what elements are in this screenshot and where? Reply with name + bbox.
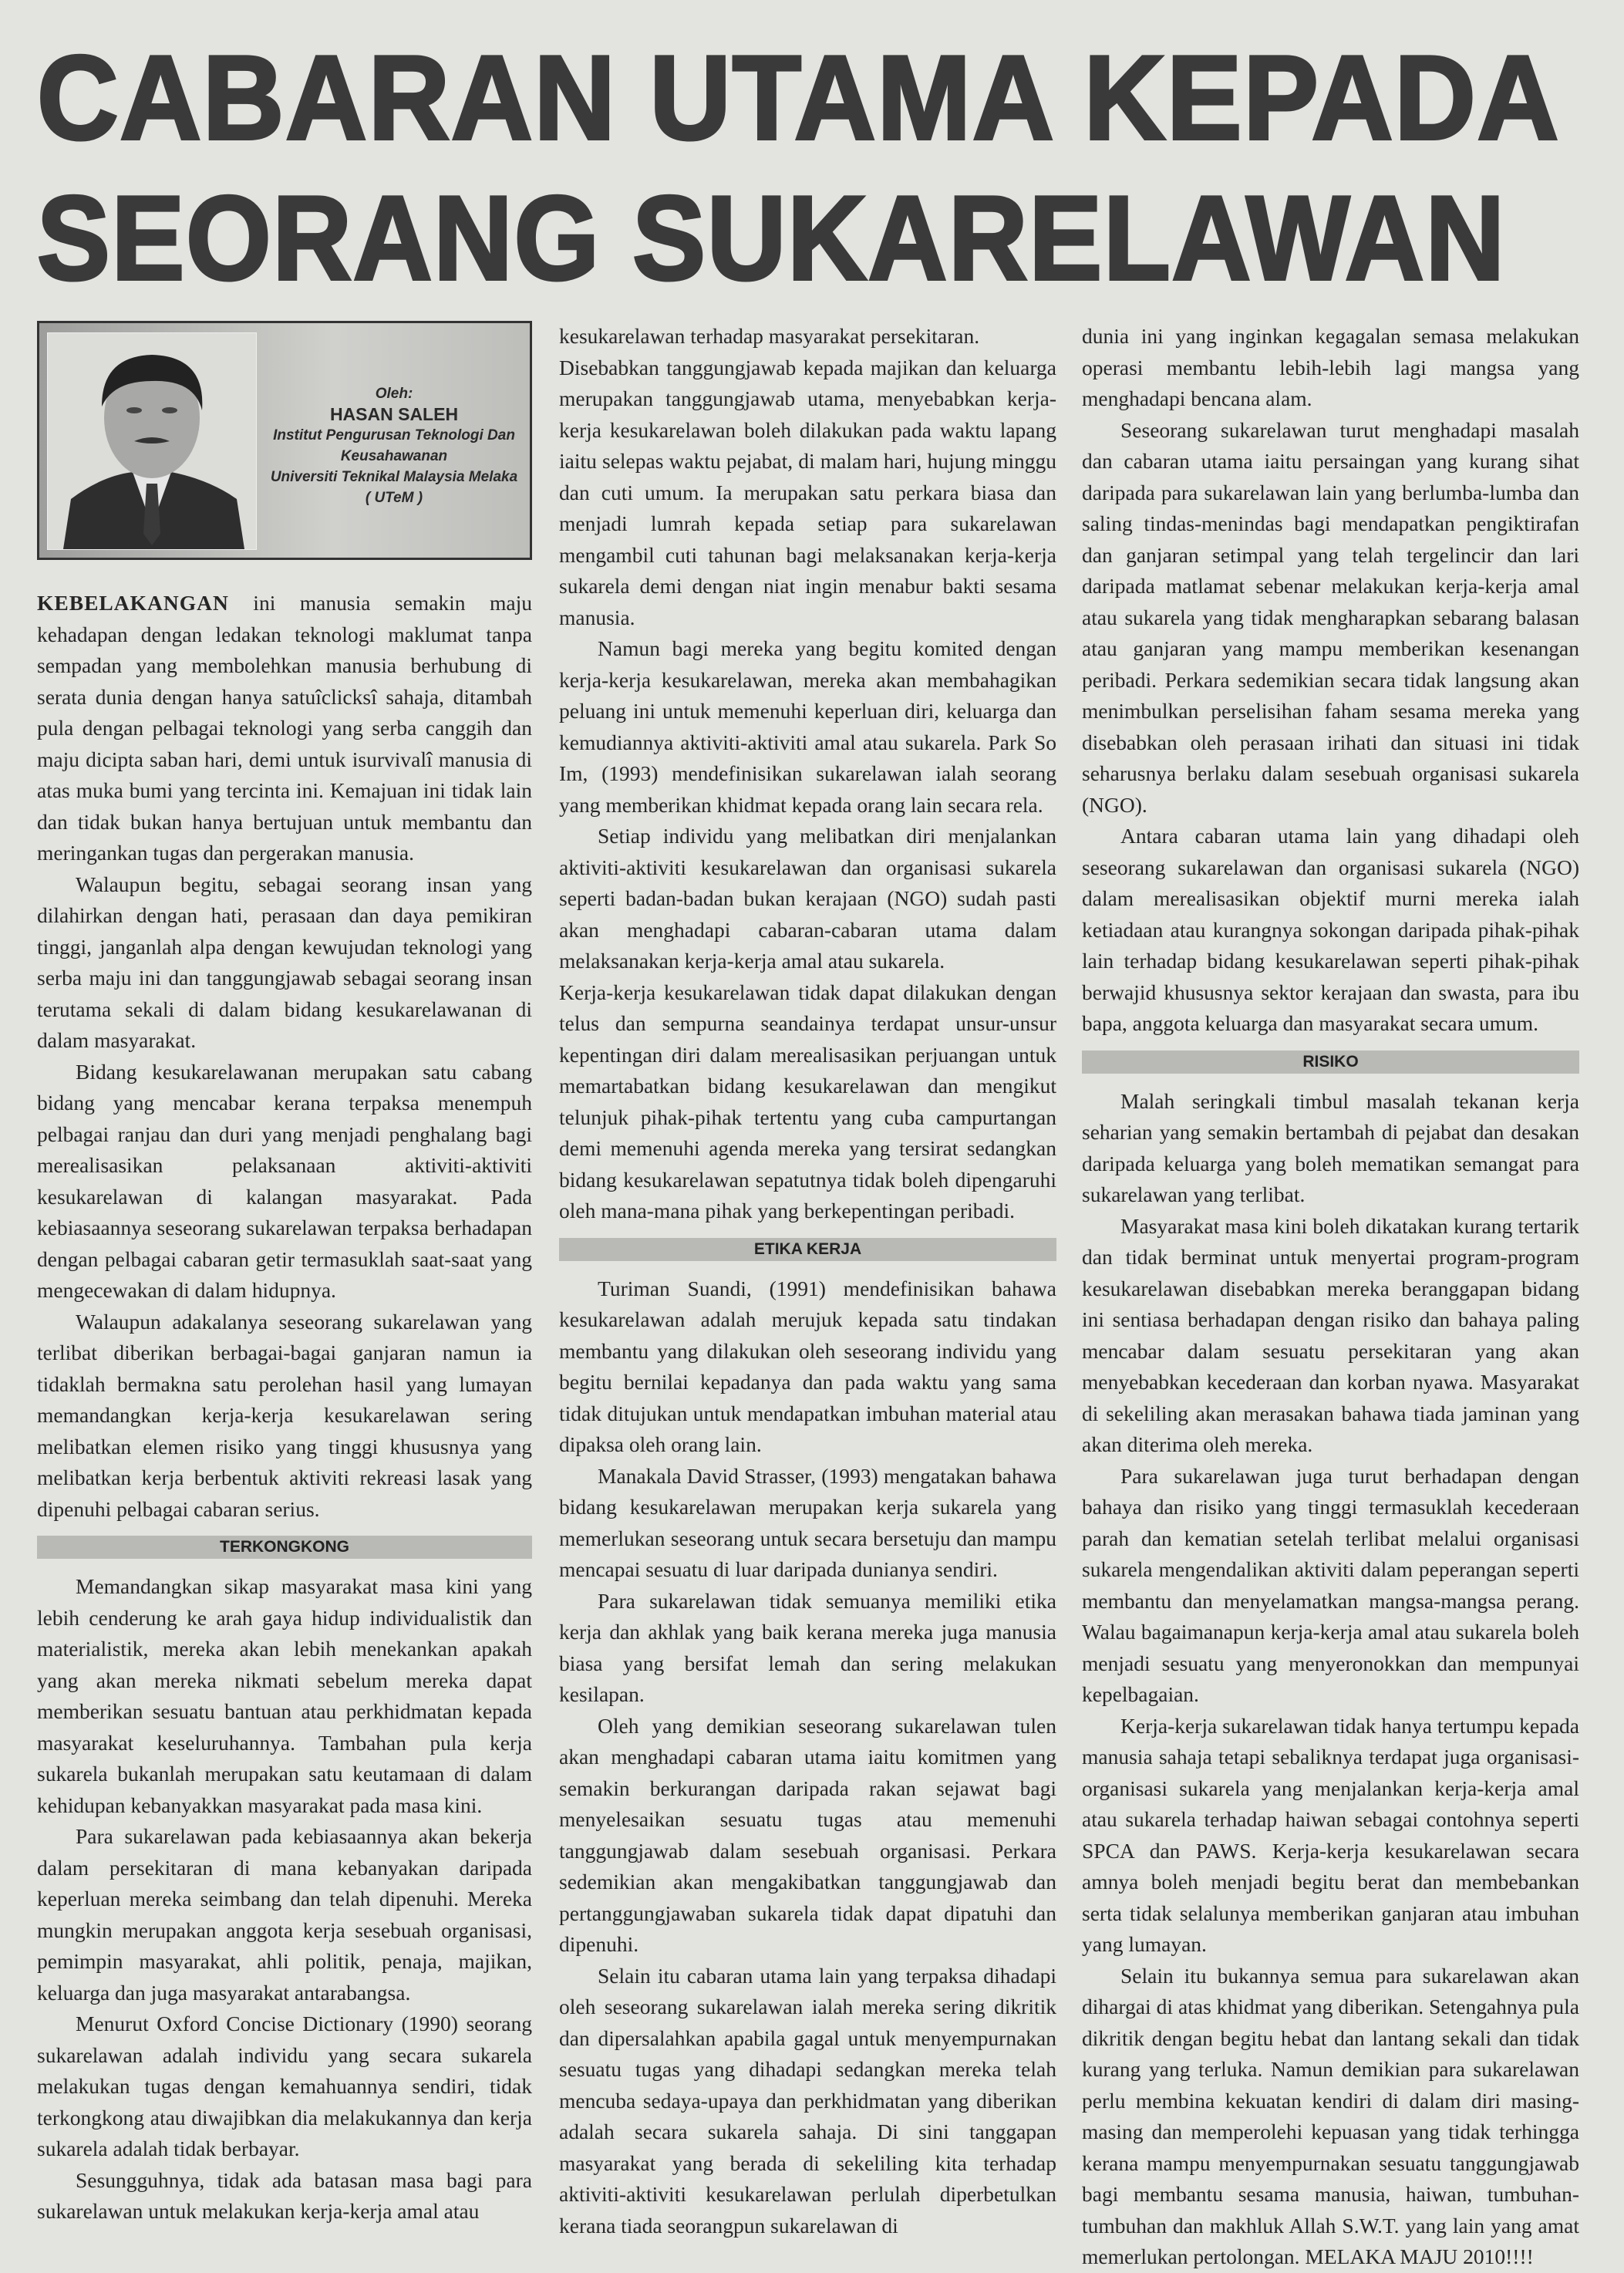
paragraph: Para sukarelawan juga turut berhadapan dengan bahaya dan risiko yang tinggi termasuklah kecederaan parah dan kematian setelah terlibat melalui organisasi sukarela mengendalikan aktiviti dalam peperangan seperti membantu dan menyelamatkan mangsa-mangsa perang. Walau bagaimanapun kerja-kerja amal atau sukarela boleh menjadi sesuatu yang menyeronokkan dan mempunyai kepelbagaian. [1082, 1463, 1579, 1706]
lead-word: KEBELAKANGAN [37, 591, 229, 615]
paragraph: Para sukarelawan tidak semuanya memiliki etika kerja dan akhlak yang baik kerana mereka juga manusia biasa yang bersifat lemah dan sering melakukan kesilapan. [559, 1588, 1056, 1706]
column-3 [1082, 321, 1579, 2273]
paragraph: Walaupun adakalanya seseorang sukarelawan yang terlibat diberikan berbagai-bagai ganjaran namun ia tidaklah bermakna satu perolehan hasil yang lumayan memandangkan kerja-kerja kesukarelawan sering melibatkan elemen risiko yang tinggi khususnya yang melibatkan kerja berbentuk aktiviti rekreasi lasak yang dipenuhi pelbagai cabaran serius. [37, 1309, 532, 1521]
paragraph-text: ini manusia semakin maju kehadapan dengan ledakan teknologi maklumat tanpa sempadan yang membolehkan manusia berhubung di serata dunia dengan hanya satuîclicksî sahaja, ditambah pula dengan pelbagai teknologi yang serba canggih dan maju dicipta saban hari, demi untuk isurvivalî manusia di atas muka bumi yang tercinta ini. Kemajuan ini tidak lain dan tidak bukan hanya bertujuan untuk membantu dan meringankan tugas dan pergerakan manusia. [37, 591, 532, 865]
paragraph: Bidang kesukarelawanan merupakan satu cabang bidang yang mencabar kerana terpaksa menempuh pelbagai ranjau dan duri yang menjadi penghalang bagi merealisasikan pelaksanaan aktiviti-aktiviti kesukarelawan di kalangan masyarakat. Pada kebiasaannya seseorang sukarelawan terpaksa berhadapan dengan pelbagai cabaran getir termasuklah saat-saat yang mengecewakan di dalam hidupnya. [37, 1059, 532, 1302]
author-institute-2: Keusahawanan [340, 448, 448, 464]
paragraph: Sesungguhnya, tidak ada batasan masa bagi para sukarelawan untuk melakukan kerja-kerja amal atau [37, 2167, 532, 2223]
paragraph: Masyarakat masa kini boleh dikatakan kurang tertarik dan tidak berminat untuk menyertai program-program kesukarelawan disebabkan mereka beranggapan bidang ini sentiasa berhadapan dengan risiko dan bahaya paling mencabar dalam sesuatu persekitaran yang akan menyebabkan kecederaan dan korban nyawa. Masyarakat di sekeliling akan merasakan bahawa tiada jaminan yang akan diterima oleh mereka. [1082, 1213, 1579, 1456]
author-name: HASAN SALEH [329, 404, 459, 424]
paragraph: Malah seringkali timbul masalah tekanan kerja seharian yang semakin bertambah di pejabat dan desakan daripada keluarga yang boleh mematikan semangat para sukarelawan yang terlibat. [1082, 1088, 1579, 1206]
author-university: Universiti Teknikal Malaysia Melaka [270, 469, 518, 485]
author-university-abbrev: ( UTeM ) [365, 490, 423, 506]
author-by-label: Oleh: [375, 386, 413, 402]
paragraph: Kerja-kerja sukarelawan tidak hanya tertumpu kepada manusia sahaja tetapi sebaliknya terdapat juga organisasi-organisasi sukarela yang menjalankan kerja-kerja amal atau sukarela terhadap haiwan sebagai contohnya seperti SPCA dan PAWS. Kerja-kerja kesukarelawan secara amnya boleh menjadi begitu berat dan membebankan serta tidak selalunya memberikan ganjaran atau imbuhan yang lumayan. [1082, 1713, 1579, 1956]
paragraph: kesukarelawan terhadap masyarakat persekitaran. [559, 324, 980, 348]
headline-line-1: CABARAN UTAMA KEPADA [37, 31, 1561, 164]
author-institute: Institut Pengurusan Teknologi Dan [273, 427, 515, 443]
paragraph: Menurut Oxford Concise Dictionary (1990) seorang sukarelawan adalah individu yang secara sukarela melakukan tugas dengan kemahuannya sendiri, tidak terkongkong atau diwajibkan dia melakukannya dan kerja sukarela adalah tidak berbayar. [37, 2012, 532, 2160]
paragraph: Memandangkan sikap masyarakat masa kini yang lebih cenderung ke arah gaya hidup individualistik dan materialistik, mereka akan lebih menekankan apakah yang akan mereka nikmati sebelum mereka dapat memberikan sesuatu bantuan atau perkhidmatan kepada masyarakat keseluruhannya. Tambahan pula kerja sukarela bukanlah merupakan satu keutamaan di dalam kehidupan kebanyakkan masyarakat pada masa kini. [37, 1574, 532, 1817]
paragraph: Manakala David Strasser, (1993) mengatakan bahawa bidang kesukarelawan merupakan kerja sukarela yang memerlukan seseorang untuk secara bersetuju dan mampu mencapai sesuatu di luar daripada dunianya sendiri. [559, 1463, 1056, 1581]
paragraph: Walaupun begitu, sebagai seorang insan yang dilahirkan dengan hati, perasaan dan daya pemikiran tinggi, janganlah alpa dengan kewujudan teknologi yang serba maju ini dan tanggungjawab sebagai seorang insan terutama sekali di dalam bidang kesukarelawanan di dalam masyarakat. [37, 872, 532, 1052]
headline [37, 28, 1560, 309]
paragraph: Disebabkan tanggungjawab kepada majikan dan keluarga merupakan tanggungjawab utama, menyebabkan kerja-kerja kesukarelawan boleh dilakukan pada waktu lapang iaitu selepas waktu pejabat, di malam hari, hujung minggu dan cuti umum. Ia merupakan satu perkara biasa dan menjadi lumrah kepada setiap para sukarelawan mengambil cuti tahunan bagi melaksanakan kerja-kerja sukarela demi dengan niat ingin menabur bakti sesama manusia. [559, 355, 1056, 629]
paragraph: Setiap individu yang melibatkan diri menjalankan aktiviti-aktiviti kesukarelawan dan organisasi sukarela seperti badan-badan bukan kerajaan (NGO) sudah pasti akan menghadapi cabaran-cabaran utama dalam melaksanakan kerja-kerja amal atau sukarela. [559, 824, 1056, 973]
author-box [37, 321, 532, 560]
headline-line-2: SEORANG SUKARELAWAN [37, 171, 1506, 305]
author-photo [47, 332, 257, 550]
section-heading-risiko: RISIKO [1082, 1051, 1579, 1074]
paragraph: Seseorang sukarelawan turut menghadapi masalah dan cabaran utama iaitu persaingan yang kurang sihat daripada para sukarelawan lain yang berlumba-lumba dan saling tindas-menindas bagi mendapatkan pengiktirafan dan ganjaran setimpal yang telah tergelincir dan lari daripada matlamat sebenar melakukan kerja-kerja amal atau sukarela yang tidak mengharapkan sebarang balasan atau ganjaran yang mampu memberikan kesenangan peribadi. Perkara sedemikian secara tidak langsung akan menimbulkan perselisihan faham sesama mereka yang disebabkan oleh perasaan irihati dan situasi ini tidak seharusnya berlaku dalam sesebuah organisasi sukarela (NGO). [1082, 417, 1579, 817]
author-caption [263, 383, 525, 508]
paragraph: Oleh yang demikian seseorang sukarelawan tulen akan menghadapi cabaran utama iaitu komitmen yang semakin berkurangan daripada rakan sejawat bagi menyelesaikan sesuatu tugas atau memenuhi tanggungjawab dalam sesebuah organisasi. Perkara sedemikian akan mengakibatkan tanggungjawab dan pertanggungjawaban sukarela tidak dapat dipatuhi dan dipenuhi. [559, 1713, 1056, 1956]
section-heading-terkongkong: TERKONGKONG [37, 1536, 532, 1559]
paragraph: Antara cabaran utama lain yang dihadapi oleh seseorang sukarelawan dan organisasi sukarela (NGO) dalam merealisasikan objektif murni mereka ialah ketiadaan atau kurangnya sokongan daripada pihak-pihak lain terhadap bidang kesukarelawan seperti pihak-pihak berwajid khususnya sektor kerajaan dan swasta, para ibu bapa, anggota keluarga dan masyarakat secara umum. [1082, 824, 1579, 1035]
paragraph: Para sukarelawan pada kebiasaannya akan bekerja dalam persekitaran di mana kebanyakan daripada keperluan mereka seimbang dan telah dipenuhi. Mereka mungkin merupakan anggota kerja sesebuah organisasi, pemimpin masyarakat, ahli politik, penaja, majikan, keluarga dan juga masyarakat antarabangsa. [37, 1824, 532, 2005]
section-heading-etika-kerja: ETIKA KERJA [559, 1238, 1056, 1261]
paragraph: Namun bagi mereka yang begitu komited dengan kerja-kerja kesukarelawan, mereka akan membahagikan peluang ini untuk memenuhi keperluan diri, keluarga dan kemudiannya aktiviti-aktiviti amal atau sukarela. Park So Im, (1993) mendefinisikan sukarelawan ialah seorang yang memberikan khidmat kepada orang lain secara rela. [559, 636, 1056, 817]
paragraph: Turiman Suandi, (1991) mendefinisikan bahawa kesukarelawan adalah merujuk kepada satu tindakan membantu yang dilakukan oleh seseorang individu yang begitu bernilai kepadanya dan pada waktu yang sama tidak ditujukan untuk mendapatkan imbuhan material atau dipaksa oleh orang lain. [559, 1276, 1056, 1456]
paragraph: Selain itu bukannya semua para sukarelawan akan dihargai di atas khidmat yang diberikan. Setengahnya pula dikritik dengan begitu hebat dan lantang sekali dan tidak kurang yang terluka. Namun demikian para sukarelawan perlu membina kekuatan kendiri di dalam diri masing-masing dan memperolehi kepuasan yang tidak terhingga kerana mampu menyempurnakan sesuatu tanggungjawab bagi membantu sesama manusia, haiwan, tumbuhan-tumbuhan dan makhluk Allah S.W.T. yang lain yang amat memerlukan pertolongan. MELAKA MAJU 2010!!!! [1082, 1963, 1579, 2268]
paragraph: Selain itu cabaran utama lain yang terpaksa dihadapi oleh seseorang sukarelawan ialah mereka sering dikritik dan dipersalahkan apabila gagal untuk menyempurnakan sesuatu tugas yang dihadapi sedangkan mereka telah mencuba sedaya-upaya dan perkhidmatan yang diberikan adalah secara sukarela sahaja. Di sini tanggapan masyarakat yang berada di sekeliling kita terhadap aktiviti-aktiviti kesukarelawan perlulah diperbetulkan kerana tiada seorangpun sukarelawan di [559, 1963, 1056, 2238]
paragraph: Kerja-kerja kesukarelawan tidak dapat dilakukan dengan telus dan sempurna seandainya terdapat unsur-unsur kepentingan diri dalam merealisasikan perjuangan untuk memartabatkan bidang kesukarelawan dan mengikut telunjuk pihak-pihak tertentu yang cuba campurtangan demi memenuhi agenda mereka yang tersirat sedangkan bidang kesukarelawan sepatutnya tidak boleh dipengaruhi oleh mana-mana pihak yang berkepentingan peribadi. [559, 980, 1056, 1222]
paragraph [37, 588, 532, 869]
column-2 [559, 321, 1056, 2241]
paragraph: dunia ini yang inginkan kegagalan semasa melakukan operasi membantu lebih-lebih lagi mangsa yang menghadapi bencana alam. [1082, 324, 1579, 410]
column-1 [37, 321, 532, 2227]
